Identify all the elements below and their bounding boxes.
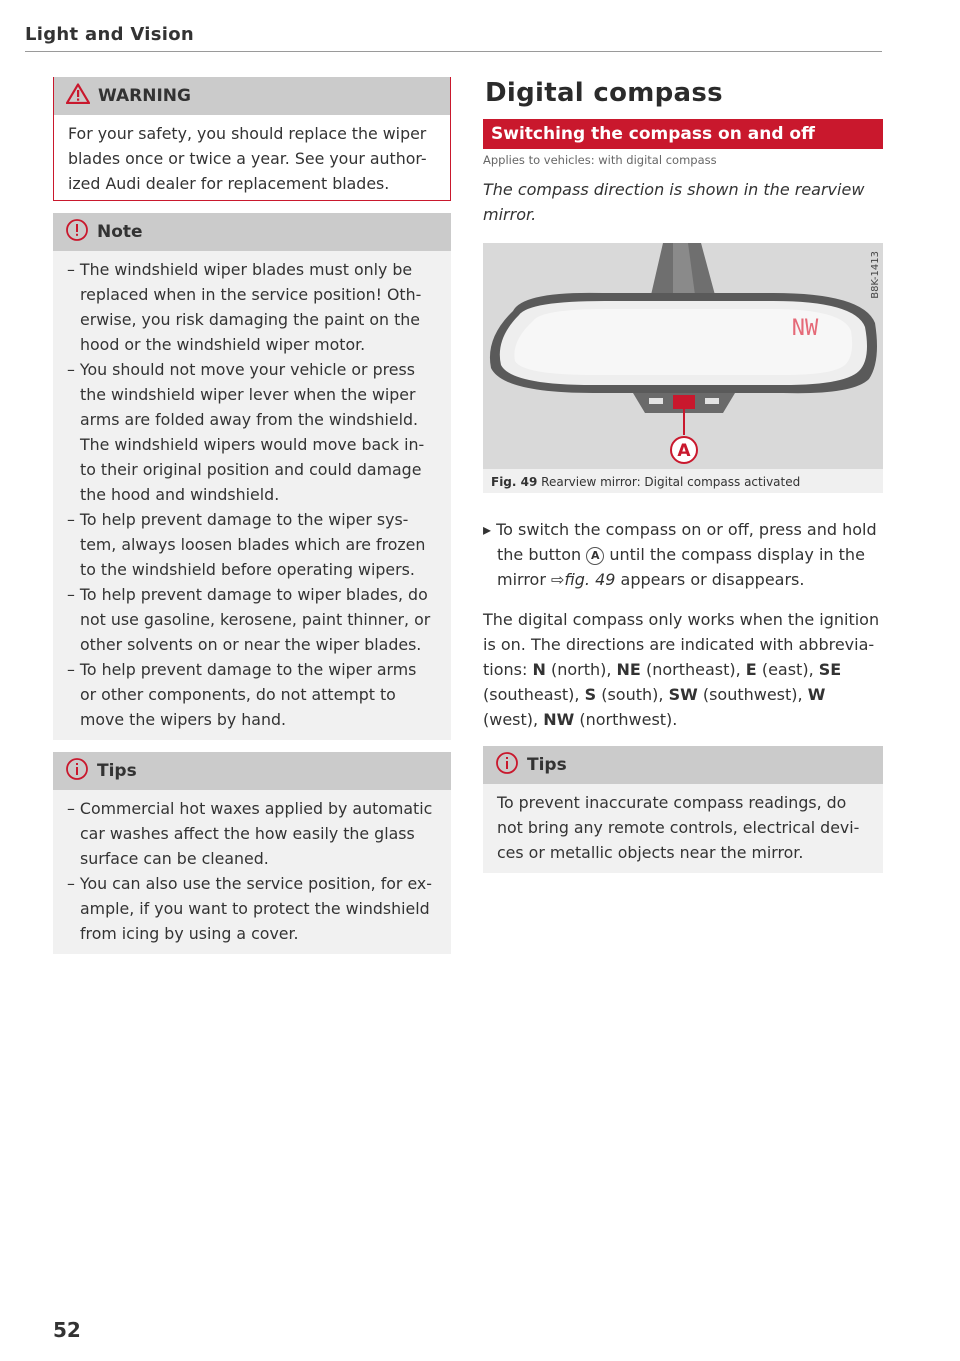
tips-item: – Commercial hot waxes applied by automatic car washes affect the how easily the glass surface can be cleaned. bbox=[67, 796, 437, 871]
tips-title-right: Tips bbox=[527, 755, 567, 775]
subsection-title-bar: Switching the compass on and off bbox=[483, 119, 883, 149]
page-number: 52 bbox=[53, 1318, 81, 1342]
note-header bbox=[53, 213, 451, 251]
info-circle-icon bbox=[495, 751, 519, 780]
note-item: – To help prevent damage to wiper blades, do not use gasoline, kerosene, paint thinner, or other solvents on or near the wiper blades. bbox=[67, 582, 437, 657]
note-item: – You should not move your vehicle or press the windshield wiper lever when the wiper arms are folded away from the windshield. The windshield wipers would move back in-to their original position and could damage the hood and windshield. bbox=[67, 357, 437, 507]
cross-reference-link[interactable]: ⇨fig. 49 bbox=[551, 570, 616, 589]
note-item: – The windshield wiper blades must only be replaced when in the service position! Oth-erwise, you risk damaging the paint on the hood or the windshield wiper motor. bbox=[67, 257, 437, 357]
dir-abbr: S bbox=[584, 685, 597, 704]
figure-caption-label: Fig. 49 bbox=[491, 475, 538, 489]
exclamation-circle-icon bbox=[65, 218, 89, 247]
tips-header-right bbox=[483, 746, 883, 784]
page-header bbox=[25, 24, 882, 52]
figure-caption bbox=[483, 469, 883, 493]
button-a-reference: A bbox=[586, 547, 604, 565]
dir-abbr: NW bbox=[543, 710, 575, 729]
note-item: – To help prevent damage to the wiper sys-tem, always loosen blades which are frozen to the windshield before operating wipers. bbox=[67, 507, 437, 582]
figure-49 bbox=[483, 243, 883, 493]
dir-abbr: SE bbox=[818, 660, 842, 679]
figure-code: B8K-1413 bbox=[870, 251, 881, 299]
note-box bbox=[53, 213, 451, 740]
note-item: – To help prevent damage to the wiper arms or other components, do not attempt to move the wipers by hand. bbox=[67, 657, 437, 732]
dir-abbr: NE bbox=[616, 660, 641, 679]
figure-callout-label: A bbox=[677, 441, 691, 461]
warning-title: WARNING bbox=[98, 86, 191, 106]
section-heading: Digital compass bbox=[485, 78, 723, 108]
arrow-right-icon: ⇨ bbox=[551, 570, 565, 589]
step-bullet-icon: ▸ bbox=[483, 520, 497, 539]
info-circle-icon bbox=[65, 757, 89, 786]
note-title: Note bbox=[97, 222, 143, 242]
warning-body: For your safety, you should replace the wiper blades once or twice a year. See your author-ized Audi dealer for replacement blades. bbox=[54, 115, 450, 200]
tips-title: Tips bbox=[97, 761, 137, 781]
mirror-compass-display: NW bbox=[791, 316, 819, 341]
instruction-step: ▸ To switch the compass on or off, press and hold the button A until the compass display in the mirror ⇨fig. 49 appears or disappears. bbox=[483, 520, 877, 589]
figure-caption-text: Rearview mirror: Digital compass activated bbox=[541, 475, 801, 489]
page-header-title: Light and Vision bbox=[25, 24, 194, 45]
tips-box-right bbox=[483, 746, 883, 873]
tips-body-right: To prevent inaccurate compass readings, do not bring any remote controls, electrical devi-ces or metallic objects near the mirror. bbox=[483, 784, 883, 873]
applies-to-text: Applies to vehicles: with digital compass bbox=[483, 153, 717, 167]
dir-abbr: E bbox=[745, 660, 757, 679]
right-column bbox=[483, 70, 883, 885]
intro-text: The compass direction is shown in the rearview mirror. bbox=[483, 180, 865, 224]
tips-box bbox=[53, 752, 451, 954]
left-column bbox=[53, 77, 451, 966]
warning-header bbox=[54, 77, 450, 115]
rearview-mirror-illustration bbox=[483, 243, 883, 469]
warning-box bbox=[53, 77, 451, 201]
tips-item: – You can also use the service position, for ex-ample, if you want to protect the windshield from icing by using a cover. bbox=[67, 871, 437, 946]
dir-abbr: W bbox=[807, 685, 826, 704]
tips-header bbox=[53, 752, 451, 790]
note-body bbox=[53, 251, 451, 740]
compass-directions-paragraph: The digital compass only works when the ignition is on. The directions are indicated with abbrevia-tions: N (north), NE (northeast), E (east), SE (southeast), S (south), SW (southwest), W (west), NW (northwest). bbox=[483, 610, 880, 729]
dir-abbr: SW bbox=[668, 685, 698, 704]
dir-abbr: N bbox=[532, 660, 546, 679]
warning-triangle-icon bbox=[66, 83, 90, 109]
tips-body bbox=[53, 790, 451, 954]
